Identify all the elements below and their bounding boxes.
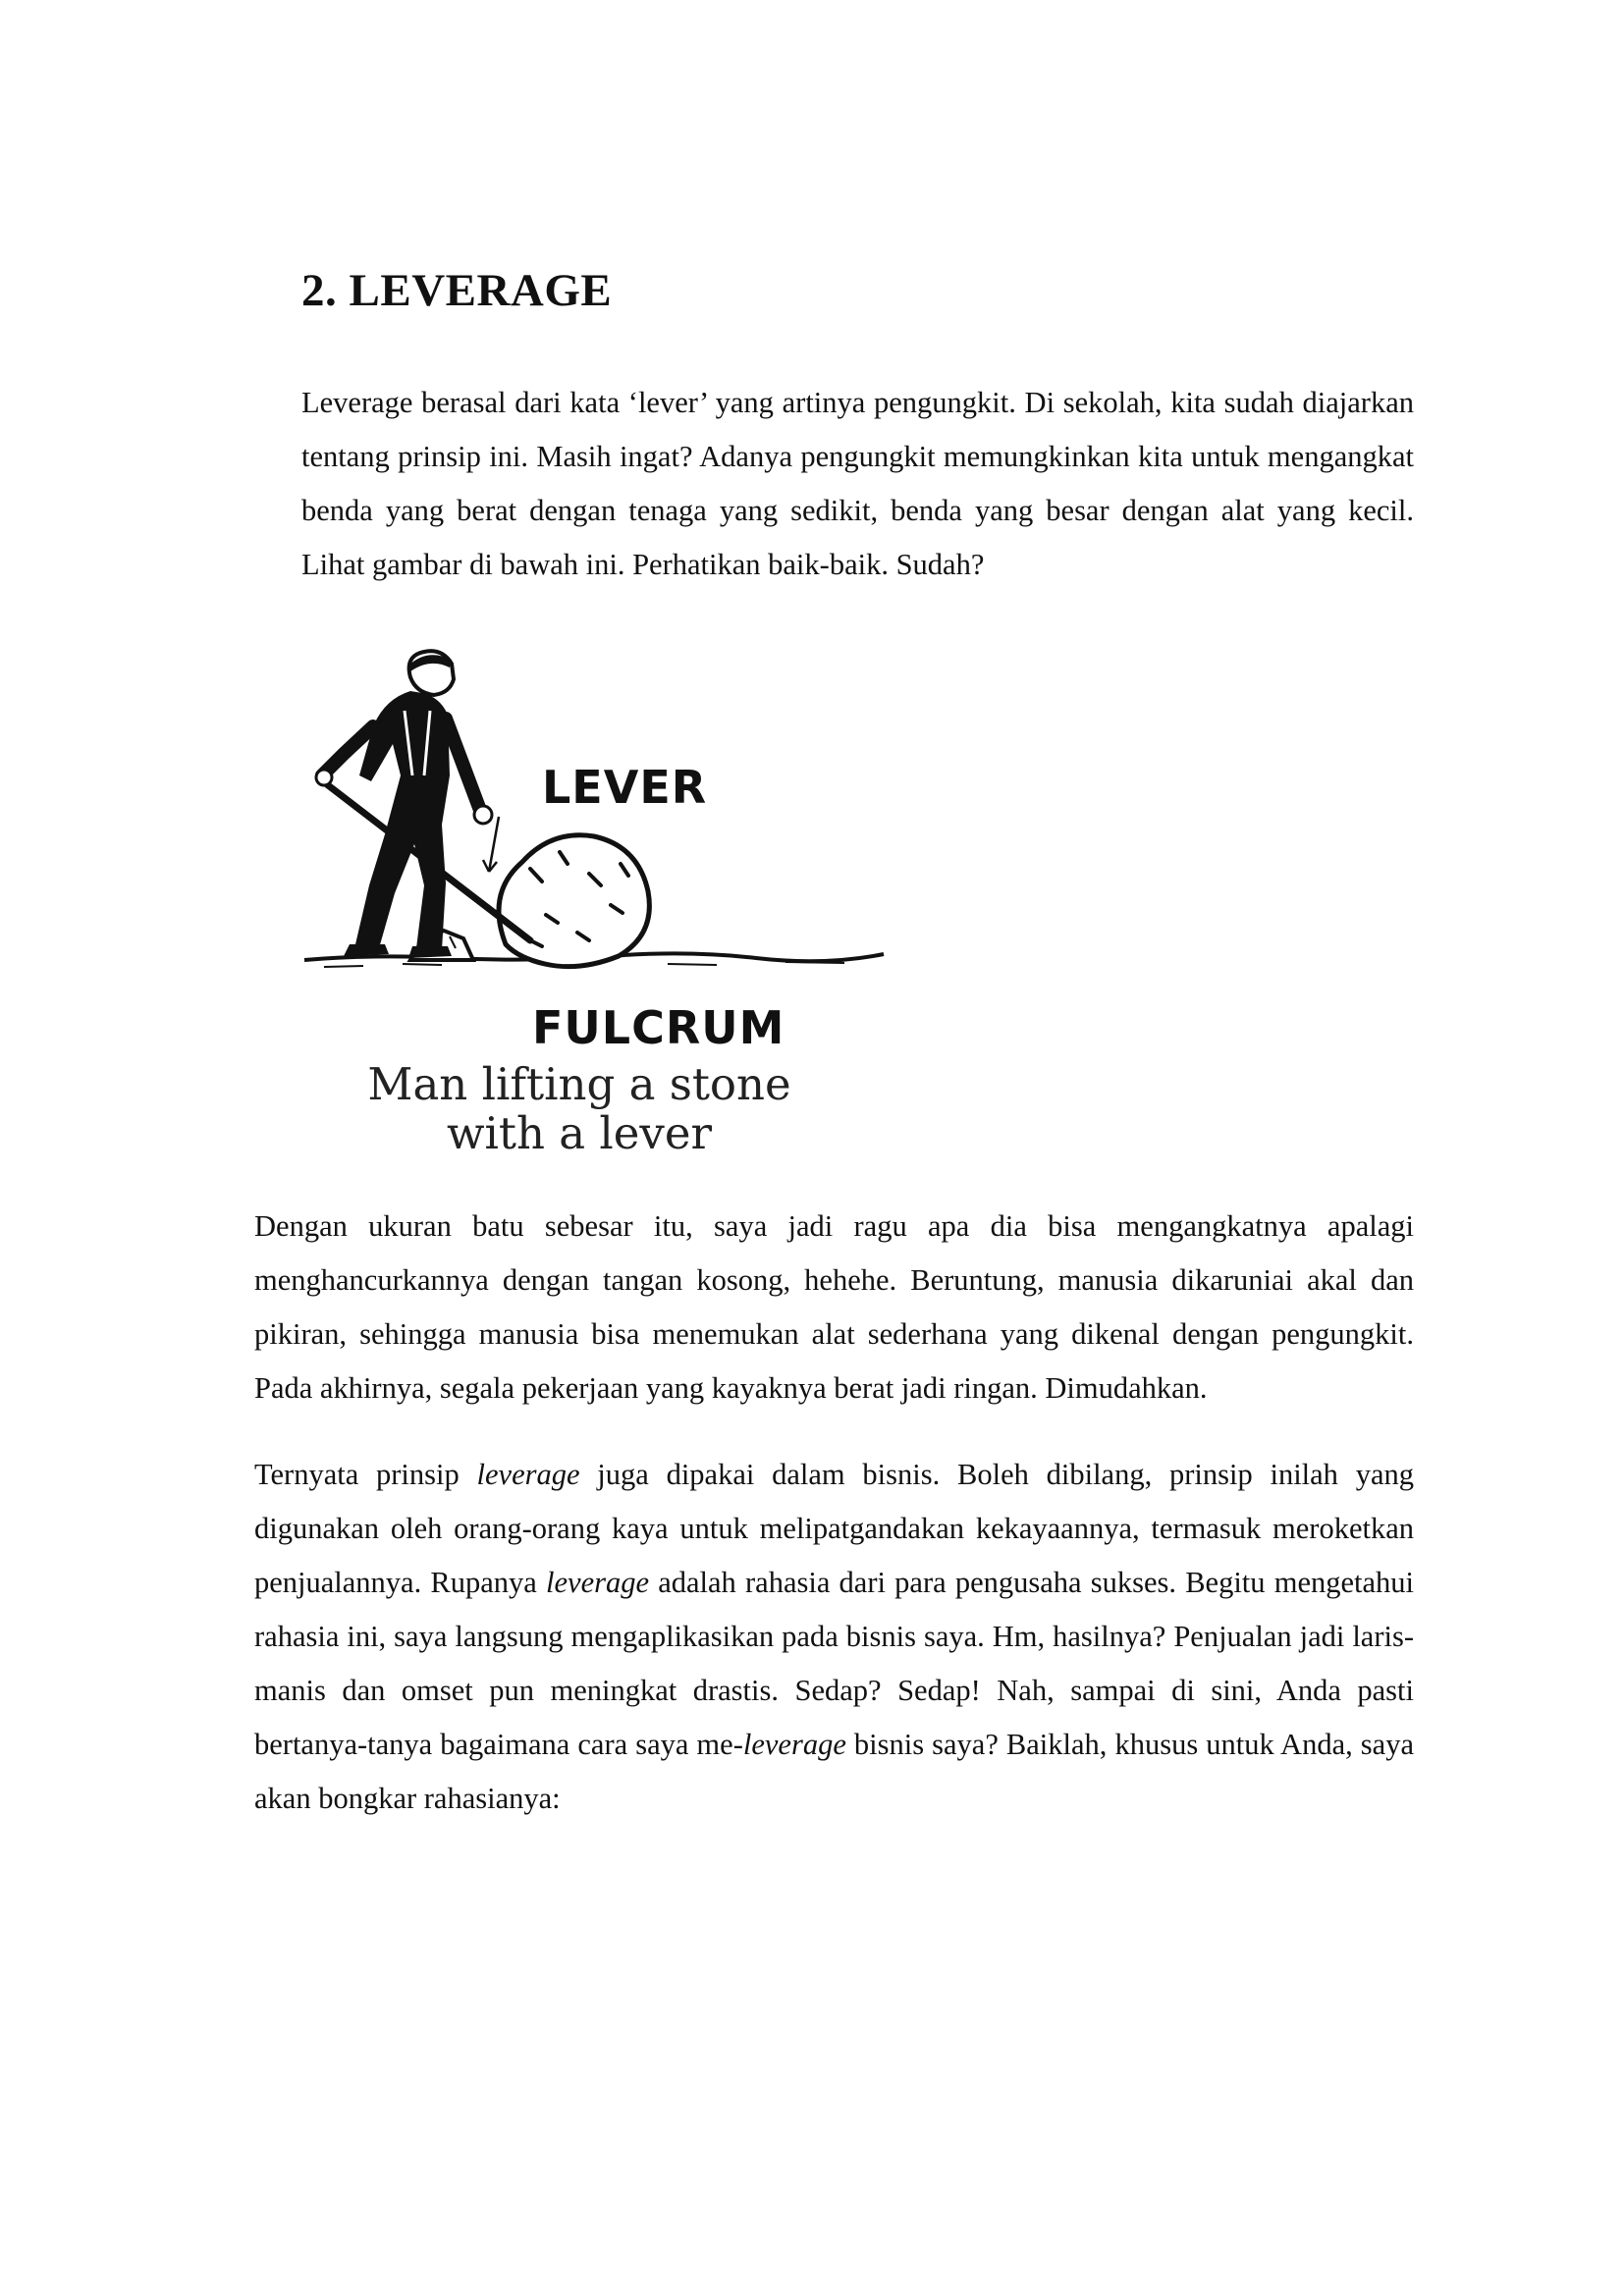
paragraph2-italic-1: leverage — [476, 1458, 580, 1491]
man-lifting-stone-drawing — [295, 628, 903, 1060]
intro-paragraph: Leverage berasal dari kata ‘lever’ yang artinya pengungkit. Di sekolah, kita sudah diajarkan tentang prinsip ini. Masih ingat? Adanya pengungkit memungkinkan kita untuk mengangkat benda yang berat dengan tenaga yang sedikit, benda yang besar dengan alat yang kecil. Lihat gambar di bawah ini. Perhatikan baik-baik. Sudah? — [301, 386, 1414, 581]
lever-label: LEVER — [542, 761, 708, 814]
paragraph2-italic-3: leverage — [742, 1728, 846, 1761]
paragraph2-text-2: juga dipakai dalam bisnis. Boleh dibilang, prinsip inilah yang digunakan oleh orang-orang kaya untuk melipatgandakan kekayaannya, termasuk meroketkan penjualannya. Rupanya — [254, 1458, 1414, 1599]
paragraph2-text-4: bisnis saya? Baiklah, khusus untuk Anda, saya akan bongkar rahasianya: — [254, 1728, 1414, 1815]
fulcrum-label: FULCRUM — [532, 1001, 785, 1054]
figure-caption — [295, 1060, 864, 1158]
paragraph2-text-1: Ternyata prinsip — [254, 1458, 477, 1491]
figure-caption-line-1: Man lifting a stone — [367, 1058, 791, 1110]
lever-illustration — [295, 628, 903, 1178]
paragraph2-italic-2: leverage — [546, 1566, 650, 1599]
body-paragraph-2 — [254, 1448, 1414, 1826]
paragraph2-text-3: adalah rahasia dari para pengusaha sukses. Begitu mengetahui rahasia ini, saya langsung mengaplikasikan pada bisnis saya. Hm, hasilnya? Penjualan jadi laris-manis dan omset pun meningkat drastis. Sedap? Sedap! Nah, sampai di sini, Anda pasti bertanya-tanya bagaimana cara saya me- — [254, 1566, 1415, 1761]
body-paragraph-1: Dengan ukuran batu sebesar itu, saya jadi ragu apa dia bisa mengangkatnya apalagi menghancurkannya dengan tangan kosong, hehehe. Beruntung, manusia dikaruniai akal dan pikiran, sehingga manusia bisa menemukan alat sederhana yang dikenal dengan pengungkit. Pada akhirnya, segala pekerjaan yang kayaknya berat jadi ringan. Dimudahkan. — [254, 1209, 1414, 1405]
page-title: 2. LEVERAGE — [301, 265, 613, 316]
figure-caption-line-2: with a lever — [447, 1107, 712, 1159]
